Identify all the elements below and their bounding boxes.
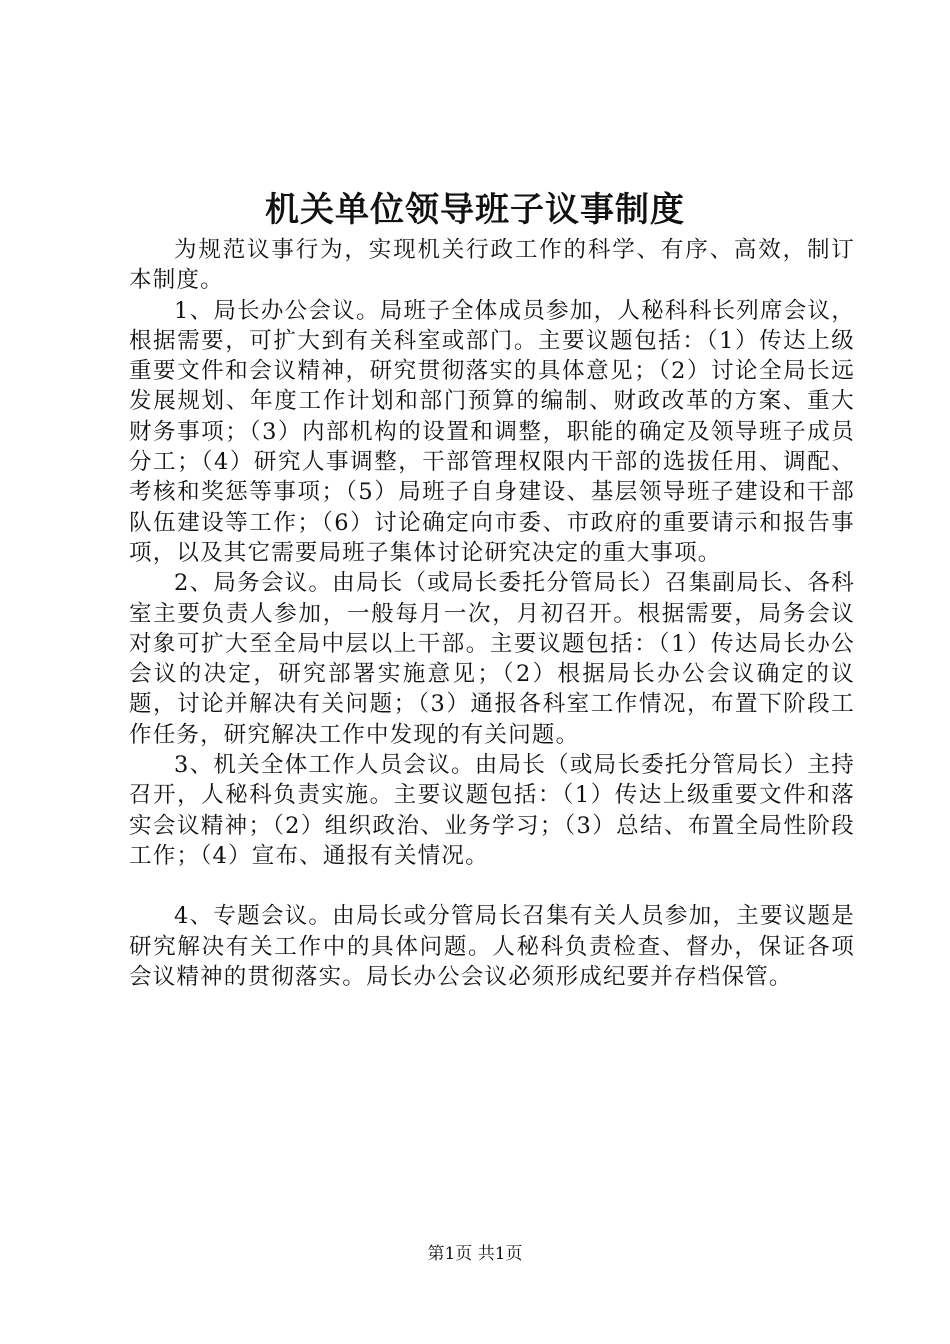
intro-paragraph: 为规范议事行为，实现机关行政工作的科学、有序、高效，制订本制度。 <box>129 237 855 294</box>
paragraph-special-topic-meeting: 4、专题会议。由局长或分管局长召集有关人员参加，主要议题是研究解决有关工作中的具体问题。人秘科负责检查、督办，保证各项会议精神的贯彻落实。局长办公会议必须形成纪要并存档保管。 <box>129 903 855 990</box>
document-body <box>129 235 855 992</box>
paragraph-director-office-meeting: 1、局长办公会议。局班子全体成员参加，人秘科科长列席会议，根据需要，可扩大到有关科室或部门。主要议题包括：（1）传达上级重要文件和会议精神，研究贯彻落实的具体意见；（2）讨论全局长远发展规划、年度工作计划和部门预算的编制、财政改革的方案、重大财务事项；（3）内部机构的设置和调整，职能的确定及领导班子成员分工；（4）研究人事调整，干部管理权限内干部的选拔任用、调配、考核和奖惩等事项；（5）局班子自身建设、基层领导班子建设和干部队伍建设等工作；（6）讨论确定向市委、市政府的重要请示和报告事项，以及其它需要局班子集体讨论研究决定的重大事项。 <box>129 297 855 566</box>
page-footer: 第1页 共1页 <box>427 1244 523 1264</box>
document-title: 机关单位领导班子议事制度 <box>265 190 685 230</box>
paragraph-all-staff-meeting: 3、机关全体工作人员会议。由局长（或局长委托分管局长）主持召开，人秘科负责实施。主要议题包括：（1）传达上级重要文件和落实会议精神；（2）组织政治、业务学习；（3）总结、布置全局性阶段工作；（4）宣布、通报有关情况。 <box>129 752 855 869</box>
paragraph-bureau-affairs-meeting: 2、局务会议。由局长（或局长委托分管局长）召集副局长、各科室主要负责人参加，一般每月一次，月初召开。根据需要，局务会议对象可扩大至全局中层以上干部。主要议题包括：（1）传达局长办公会议的决定，研究部署实施意见；（2）根据局长办公会议确定的议题，讨论并解决有关问题；（3）通报各科室工作情况，布置下阶段工作任务，研究解决工作中发现的有关问题。 <box>129 570 855 748</box>
